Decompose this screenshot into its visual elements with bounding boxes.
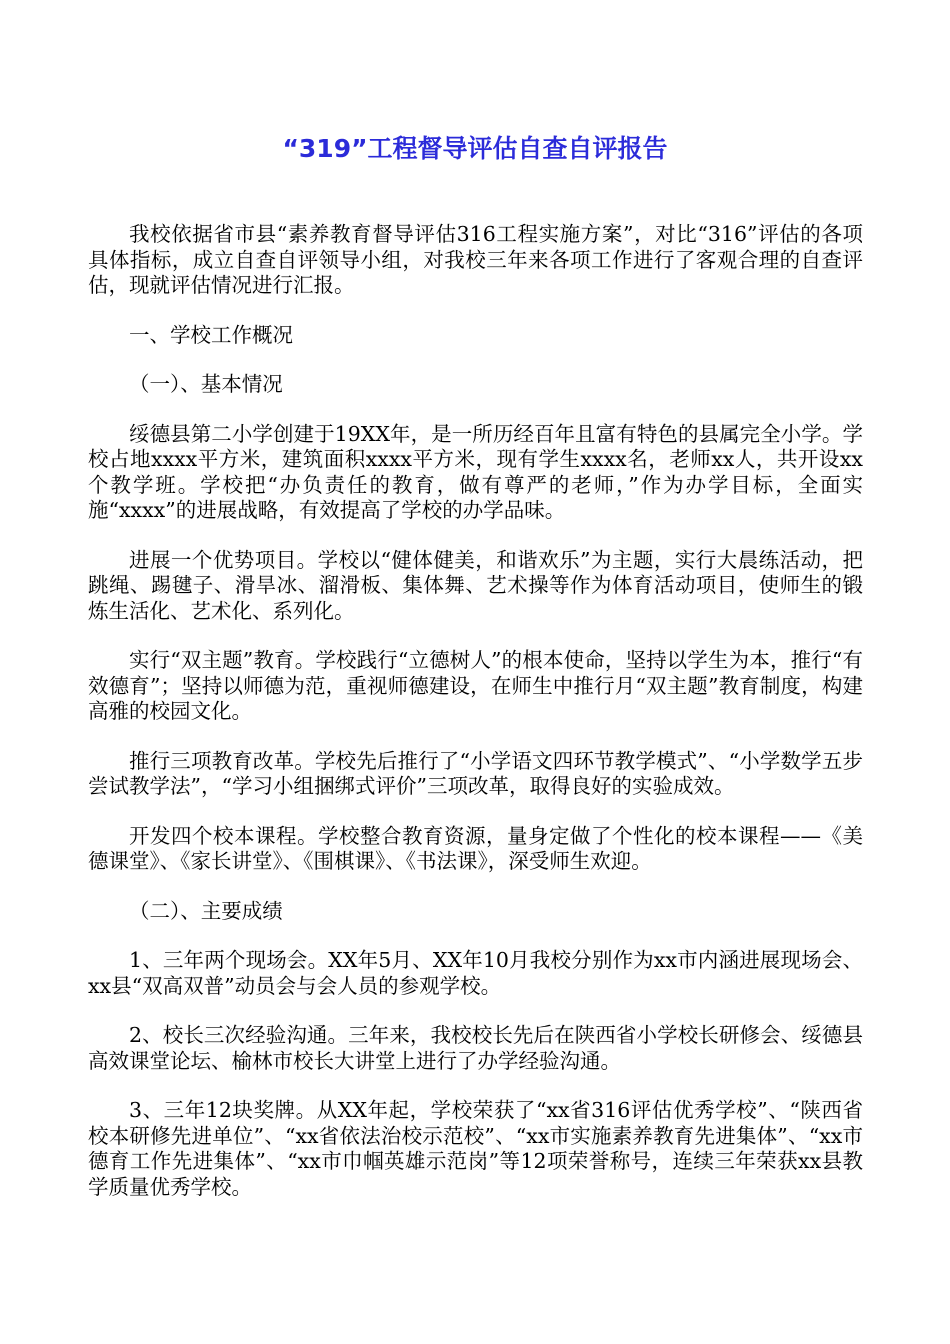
paragraph-school-info: 绥德县第二小学创建于19XX年，是一所历经百年且富有特色的县属完全小学。学校占地xxxx平方米，建筑面积xxxx平方米，现有学生xxxx名，老师xx人，共开设xx个教学班。学校把“办负责任的教育，做有尊严的老师，”作为办学目标，全面实施“xxxx”的进展战略，有效提高了学校的办学品味。 [88, 421, 863, 522]
document-title: “319”工程督导评估自查自评报告 [282, 134, 668, 163]
paragraph-dual-theme: 实行“双主题”教育。学校践行“立德树人”的根本使命，坚持以学生为本，推行“有效德育”；坚持以师德为范，重视师德建设，在师生中推行月“双主题”教育制度，构建高雅的校园文化。 [88, 648, 863, 723]
subsection-heading-basic: （一）、基本情况 [129, 372, 283, 396]
document-body [88, 222, 863, 1224]
paragraph-courses: 开发四个校本课程。学校整合教育资源，量身定做了个性化的校本课程——《美德课堂》、《家长讲堂》、《围棋课》、《书法课》，深受师生欢迎。 [88, 823, 863, 873]
paragraph-achievement-3: 3、三年12块奖牌。从XX年起，学校荣获了“xx省316评估优秀学校”、“陕西省校本研修先进单位”、“xx省依法治校示范校”、“xx市实施素养教育先进集体”、“xx市德育工作先进集体”、“xx市巾帼英雄示范岗”等12项荣誉称号，连续三年荣获xx县教学质量优秀学校。 [88, 1098, 863, 1199]
paragraph-achievement-1: 1、三年两个现场会。XX年5月、XX年10月我校分别作为xx市内涵进展现场会、xx县“双高双普”动员会与会人员的参观学校。 [88, 948, 863, 998]
paragraph-reforms: 推行三项教育改革。学校先后推行了“小学语文四环节教学模式”、“小学数学五步尝试教学法”，“学习小组捆绑式评价”三项改革，取得良好的实验成效。 [88, 748, 863, 798]
section-heading-overview: 一、学校工作概况 [129, 322, 293, 347]
subsection-heading-achievements: （二）、主要成绩 [129, 898, 283, 923]
paragraph-achievement-2: 2、校长三次经验沟通。三年来，我校校长先后在陕西省小学校长研修会、绥德县高效课堂论坛、榆林市校长大讲堂上进行了办学经验沟通。 [88, 1023, 863, 1073]
paragraph-sports-project: 进展一个优势项目。学校以“健体健美，和谐欢乐”为主题，实行大晨练活动，把跳绳、踢毽子、滑旱冰、溜滑板、集体舞、艺术操等作为体育活动项目，使师生的锻炼生活化、艺术化、系列化。 [88, 547, 863, 623]
intro-paragraph: 我校依据省市县“素养教育督导评估316工程实施方案”，对比“316”评估的各项具体指标，成立自查自评领导小组，对我校三年来各项工作进行了客观合理的自查评估，现就评估情况进行汇报。 [88, 222, 863, 297]
